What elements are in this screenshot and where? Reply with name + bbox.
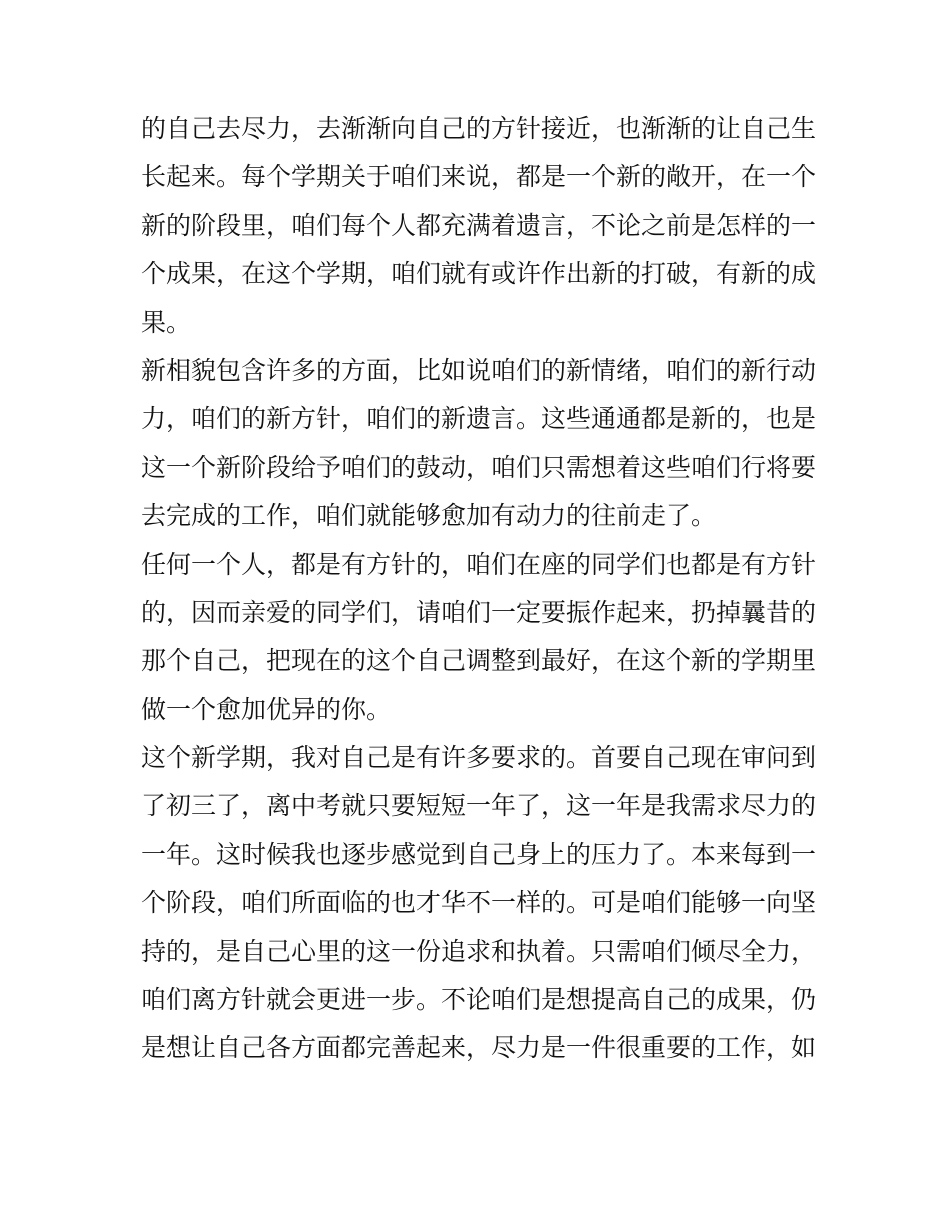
text-line: 个阶段，咱们所面临的也才华不一样的。可是咱们能够一向坚 (141, 888, 817, 918)
text-line: 新相貌包含许多的方面，比如说咱们的新情绪，咱们的新行动 (141, 355, 817, 385)
text-line: 了初三了，离中考就只要短短一年了，这一年是我需求尽力的 (141, 791, 817, 821)
text-line: 做一个愈加优异的你。 (141, 694, 392, 724)
paragraph-1 (141, 105, 817, 347)
text-line: 新的阶段里，咱们每个人都充满着遗言，不论之前是怎样的一 (141, 210, 817, 240)
text-line: 力，咱们的新方针，咱们的新遗言。这些通通都是新的，也是 (141, 404, 817, 434)
paragraph-3 (141, 541, 817, 735)
text-line: 的自己去尽力，去渐渐向自己的方针接近，也渐渐的让自己生 (141, 114, 817, 143)
paragraph-4 (141, 734, 817, 1073)
text-line: 去完成的工作，咱们就能够愈加有动力的往前走了。 (141, 501, 717, 531)
text-line: 任何一个人，都是有方针的，咱们在座的同学们也都是有方针 (141, 549, 817, 579)
text-line: 这一个新阶段给予咱们的鼓动，咱们只需想着这些咱们行将要 (141, 452, 817, 482)
text-line: 一年。这时候我也逐步感觉到自己身上的压力了。本来每到一 (141, 839, 817, 869)
text-line: 持的，是自己心里的这一份追求和执着。只需咱们倾尽全力， (141, 936, 817, 966)
text-line: 个成果，在这个学期，咱们就有或许作出新的打破，有新的成 (141, 259, 817, 289)
text-line: 是想让自己各方面都完善起来，尽力是一件很重要的工作，如 (141, 1033, 817, 1063)
document-body (141, 105, 817, 1073)
paragraph-2 (141, 347, 817, 541)
text-line: 长起来。每个学期关于咱们来说，都是一个新的敞开，在一个 (141, 162, 817, 192)
text-line: 果。 (141, 307, 192, 337)
text-line: 的，因而亲爱的同学们，请咱们一定要振作起来，扔掉曩昔的 (141, 597, 817, 627)
text-line: 咱们离方针就会更进一步。不论咱们是想提高自己的成果，仍 (141, 985, 817, 1015)
text-line: 那个自己，把现在的这个自己调整到最好，在这个新的学期里 (141, 646, 817, 676)
text-line: 这个新学期，我对自己是有许多要求的。首要自己现在审问到 (141, 743, 817, 773)
